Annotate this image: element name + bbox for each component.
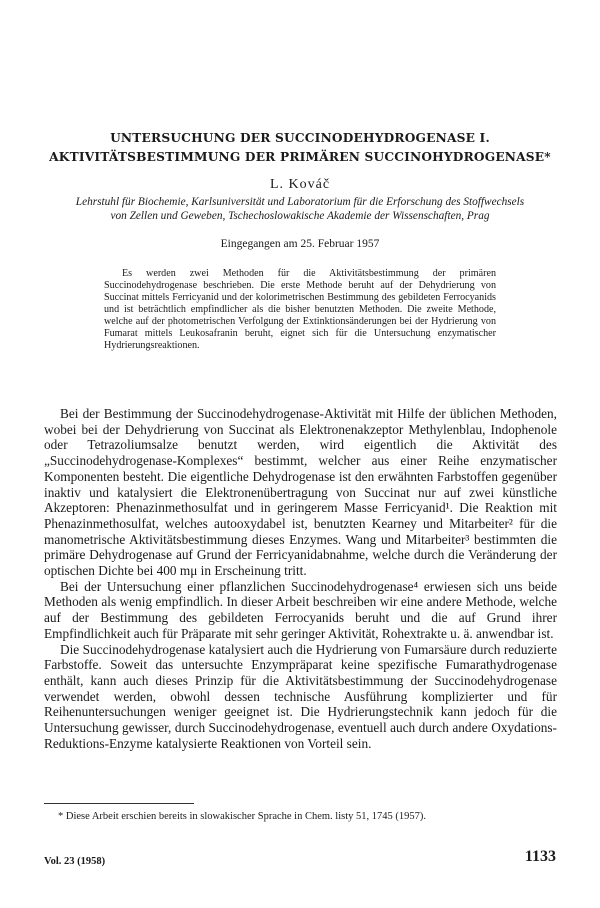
paragraph: Die Succinodehydrogenase katalysiert auch die Hydrierung von Fumarsäure durch reduzierte Farbstoffe. Soweit das untersuchte Enzympräparat keine spezifische Fumarathydrogenase enthält, kann auch dieses Prinzip für die Aktivitätsbestimmung der Succinodehydrogenase verwendet werden, obwohl dessen technische Ausführung komplizierter und für Reihenuntersuchungen weniger geeignet ist. Die Hydrierungstechnik kann jedoch für die Untersuchung gewisser, durch Succinodehydrogenase, eventuell auch durch andere Oxydations-Reduktions-Enzyme katalysierte Reaktionen von Vorteil sein. bbox=[44, 641, 557, 751]
paragraph: Bei der Untersuchung einer pflanzlichen Succinodehydrogenase⁴ erwiesen sich uns beide Methoden als wenig empfindlich. In dieser Arbeit beschreiben wir eine andere Methode, welche auf der Bestimmung des gebildeten Ferrocyanids beruht und die auf Grund ihrer Empfindlichkeit auch für Präparate mit sehr geringer Aktivität, Rohextrakte u. ä. anwendbar ist. bbox=[44, 578, 557, 641]
abstract: Es werden zwei Methoden für die Aktivitätsbestimmung der primären Succinodehydrogenase beschrieben. Die erste Methode beruht auf der Dehydrierung von Succinat mittels Ferricyanid und der kolorimetrischen Bestimmung des gebildeten Ferrocyanids und ist beträchtlich empfindlicher als die bisher benutzten Methoden. Die zweite Methode, welche auf der photometrischen Verfolgung der Extinktionsänderungen bei der Hydrierung von Fumarat mittels Leukosafranin beruht, eignet sich für die Untersuchung enzymatischer Hydrierungsreaktionen. bbox=[104, 268, 496, 351]
affiliation-line-1: Lehrstuhl für Biochemie, Karlsuniversität und Laboratorium für die Erforschung des Stoffwechsels bbox=[75, 196, 525, 208]
received-date: Eingegangen am 25. Februar 1957 bbox=[220, 238, 380, 250]
volume-info: Vol. 23 (1958) bbox=[44, 856, 106, 867]
title-line-1: UNTERSUCHUNG DER SUCCINODEHYDROGENASE I. bbox=[110, 131, 490, 145]
affiliation-line-2: von Zellen und Geweben, Tschechoslowakische Akademie der Wissenschaften, Prag bbox=[110, 210, 490, 222]
paragraph: Bei der Bestimmung der Succinodehydrogenase-Aktivität mit Hilfe der üblichen Methoden, wobei bei der Dehydrierung von Succinat als Elektronenakzeptor Methylenblau, Indophenole oder Tetrazoliumsalze benutzt werden, wird eigentlich die Aktivität des „Succinodehydrogenase-Komplexes“ bestimmt, welcher aus einer Reihe enzymatischer Komponenten besteht. Die eigentliche Dehydrogenase ist den erwähnten Farbstoffen gegenüber inaktiv und katalysiert die Elektronenübertragung von Succinat nur auf zwei künstliche Akzeptoren: Phenazinmethosulfat und in geringerem Masse Ferricyanid¹. Die Reaktion mit Phenazinmethosulfat, welches autooxydabel ist, benutzten Kearney und Mitarbeiter² für die manometrische Aktivitätsbestimmung dieses Enzymes. Wang und Mitarbeiter³ bestimmten die primäre Dehydrogenase auf Grund der Ferricyanidabnahme, welche durch die Veränderung der optischen Dichte bei 400 mμ in Erscheinung tritt. bbox=[44, 406, 557, 579]
page-number: 1133 bbox=[524, 848, 556, 865]
footnote-rule bbox=[44, 803, 194, 804]
author: L. Kováč bbox=[269, 177, 331, 192]
body-text bbox=[44, 406, 557, 751]
footnote: * Diese Arbeit erschien bereits in slowakischer Sprache in Chem. listy 51, 1745 (1957). bbox=[58, 811, 427, 822]
title-line-2: AKTIVITÄTSBESTIMMUNG DER PRIMÄREN SUCCINOHYDROGENASE* bbox=[49, 150, 551, 164]
